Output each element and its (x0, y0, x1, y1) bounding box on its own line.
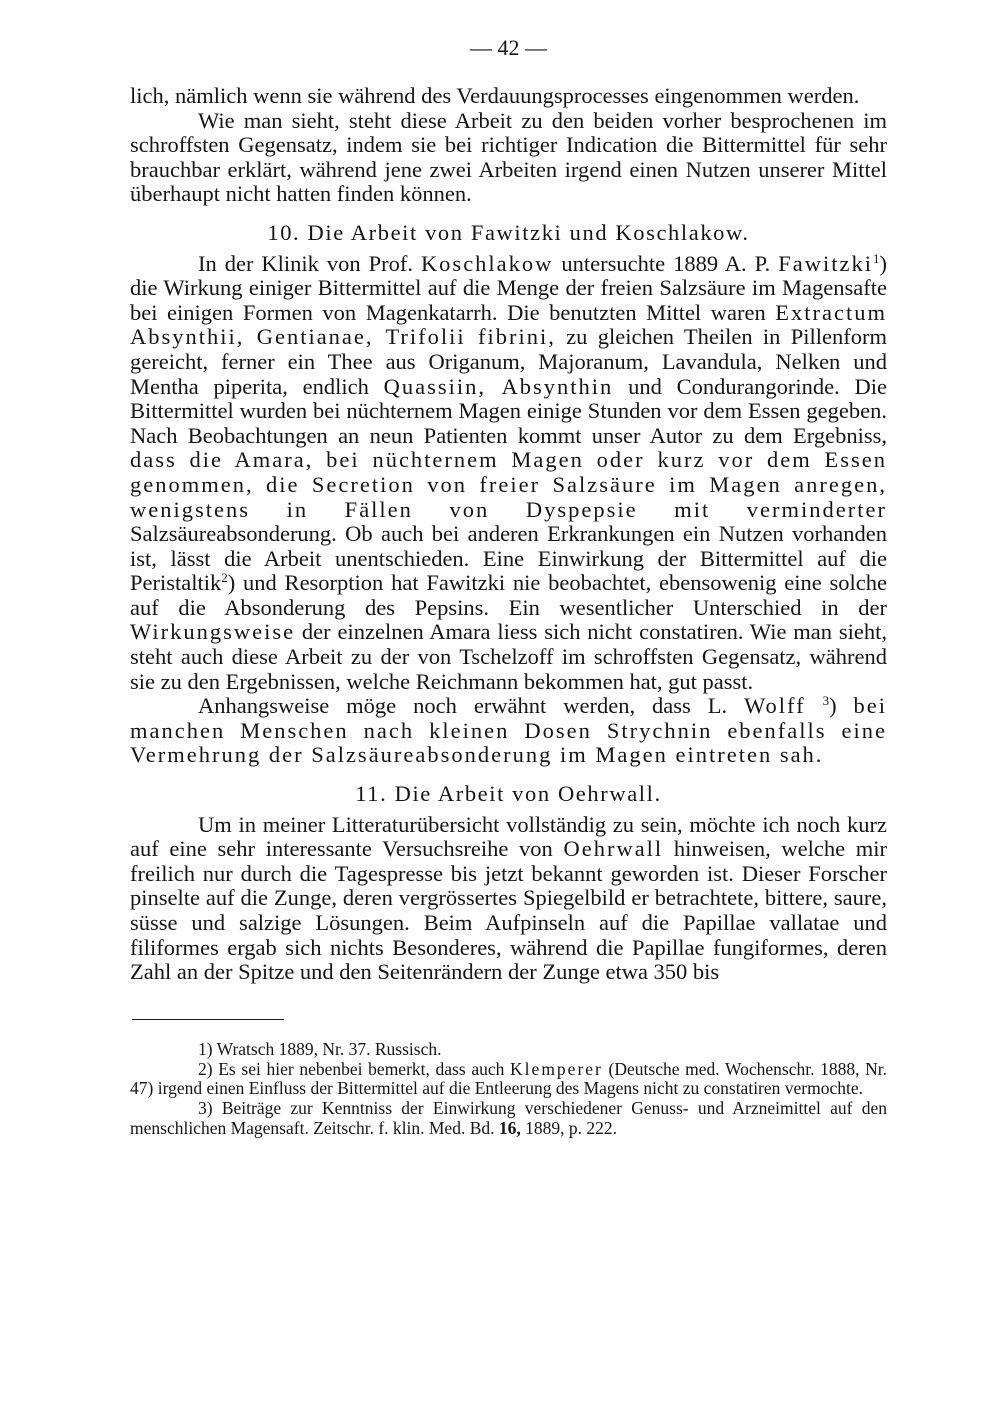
drug-list-spaced: Extractum Absynthii, Gentianae, Trifolii fibrini, (130, 299, 888, 350)
paragraph-wolff (130, 694, 887, 768)
spaced-term: Wirkungsweise (130, 619, 296, 645)
text-span: der einzelnen Amara liess sich nicht constatiren. Wie man sieht, steht auch diese Arbeit zu der von Tschelzoff im schroffsten Gegensatz, während sie zu den Ergebnissen, welche Reichmann bekommen hat, gut passt. (130, 619, 888, 694)
text-span: hinweisen, welche mir freilich nur durch die Tagespresse bis jetzt bekannt geworden ist. Dieser Forscher pinselte auf die Zunge, deren vergrössertes Spiegelbild er betrachtete, bittere, saure, süsse und salzige Lösungen. Beim Aufpinseln auf die Papillae vallatae und filiformes ergab sich nichts Besonderes, während die Papillae fungiformes, deren Zahl an der Spitze und den Seitenrändern der Zunge etwa 350 bis (130, 836, 888, 985)
text-span: 1889, p. 222. (525, 1117, 618, 1138)
page-number: — 42 — (470, 35, 547, 60)
text-span: Salzsäureabsonderung. Ob auch bei anderen Erkrankungen ein Nutzen vorhanden ist, lässt die Arbeit unentschieden. Eine Einwirkung der Bittermittel auf die Peristaltik (130, 521, 887, 596)
wolff-finding-spaced: bei manchen Menschen nach kleinen Dosen Strychnin ebenfalls eine Vermehrung der Salzsäureabsonderung im Magen eintreten sah. (130, 693, 888, 768)
text-span: In der Klinik von Prof. (198, 250, 413, 276)
footnote-ref-3: 3 (822, 693, 830, 709)
text-span: und Condurangorinde. Die Bittermittel wurden bei nüchternem Magen einige Stunden vor dem Essen gegeben. Nach Beobachtungen an neun Patienten kommt unser Autor zu dem Ergebniss, (130, 373, 887, 448)
text-span: untersuchte 1889 A. P. (561, 250, 771, 276)
footnote-1: 1) Wratsch 1889, Nr. 37. Russisch. (198, 1038, 442, 1059)
result-spaced: dass die Amara, bei nüchternem Magen oder kurz vor dem Essen genommen, die Secretion von freier Salzsäure im Magen anregen, wenigstens in Fällen von Dyspepsie mit verminderter (130, 447, 887, 522)
author-name-wolff: Wolff (744, 693, 806, 719)
author-name-fawitzki: Fawitzki (778, 250, 873, 276)
section-heading-11: 11. Die Arbeit von Oehrwall. (355, 781, 662, 807)
footnote-ref-1: 1 (873, 250, 880, 266)
text-span: 3) Beiträge zur Kenntniss der Einwirkung verschiedener Genuss- und Arzneimittel auf den menschlichen Magensaft. Zeitschr. f. klin. Med. Bd. (130, 1098, 887, 1138)
footnote-2 (130, 1060, 887, 1100)
footnote-3 (130, 1099, 887, 1139)
text-span: 2) Es sei hier nebenbei bemerkt, dass auch (198, 1058, 505, 1079)
text-span: Anhangsweise möge noch erwähnt werden, dass L. (198, 693, 728, 719)
text-span: zu gleichen Theilen in Pillenform gereicht, ferner ein Thee aus Origanum, Majoranum, Lavandula, Nelken und Mentha piperita, endlich (130, 324, 887, 399)
footnotes (130, 1040, 887, 1139)
text-span: (Deutsche med. Wochenschr. 1888, Nr. 47) irgend einen Einfluss der Bittermittel auf die Entleerung des Magens nicht zu constatiren vermochte. (130, 1058, 888, 1099)
section-heading-10: 10. Die Arbeit von Fawitzki und Koschlakow. (267, 219, 750, 245)
document-page (130, 28, 887, 1139)
text-span: ) die Wirkung einiger Bittermittel auf die Menge der freien Salzsäure im Magensafte bei einigen Formen von Magenkatarrh. Die benutzten Mittel waren (130, 250, 887, 325)
drug-list-spaced-2: Quassiin, Absynthin (383, 373, 614, 399)
paragraph-continuation: lich, nämlich wenn sie während des Verdauungsprocesses eingenommen werden. (130, 83, 860, 108)
footnote-ref-2: 2 (221, 570, 228, 586)
text-span: Um in meiner Litteraturübersicht vollständig zu sein, möchte ich noch kurz auf eine sehr interessante Versuchsreihe von (130, 811, 887, 862)
author-name-koschlakow: Koschlakow (420, 250, 554, 276)
footnote-divider (132, 1019, 284, 1020)
author-name-oehrwall: Oehrwall (563, 836, 664, 862)
volume-number: 16, (498, 1117, 521, 1138)
paragraph-comparison: Wie man sieht, steht diese Arbeit zu den beiden vorher besprochenen im schroffsten Gegensatz, indem sie bei richtiger Indication die Bittermittel für sehr brauchbar erklärt, während jene zwei Arbeiten irgend einen Nutzen unserer Mittel überhaupt nicht hatten finden können. (130, 107, 887, 207)
paragraph-fawitzki (130, 252, 887, 695)
text-span: ) (829, 693, 837, 719)
paragraph-oehrwall (130, 813, 887, 985)
main-text (130, 84, 887, 985)
text-span: ) und Resorption hat Fawitzki nie beobachtet, ebensowenig eine solche auf die Absonderung des Pepsins. Ein wesentlicher Unterschied in der (130, 570, 887, 620)
author-name-klemperer: Klemperer (510, 1058, 603, 1079)
